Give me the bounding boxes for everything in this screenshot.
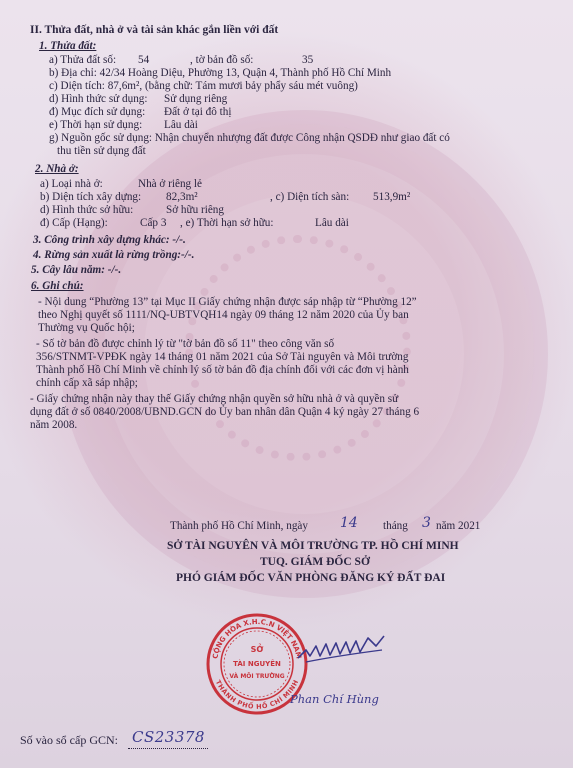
signature-scribble-icon xyxy=(296,628,386,668)
issuing-organization: SỞ TÀI NGUYÊN VÀ MÔI TRƯỜNG TP. HỒ CHÍ MINH xyxy=(167,540,459,552)
perennial-trees: 5. Cây lâu năm: -/-. xyxy=(31,264,122,276)
note-line: năm 2008. xyxy=(30,419,78,431)
production-forest: 4. Rừng sản xuất là rừng trồng:-/-. xyxy=(33,249,195,261)
note-line: dụng đất ở số 0840/2008/UBND.GCN do Ủy ban nhân dân Quận 4 ký ngày 27 tháng 6 xyxy=(30,406,420,418)
land-use-term-value: Lâu dài xyxy=(164,119,198,131)
land-use-form-value: Sử dụng riêng xyxy=(164,93,228,105)
registry-number-label: Số vào sổ cấp GCN: xyxy=(20,733,118,747)
land-address: b) Địa chỉ: 42/34 Hoàng Diệu, Phường 13, Quận 4, Thành phố Hồ Chí Minh xyxy=(49,67,392,79)
authorization-line: TUQ. GIÁM ĐỐC SỞ xyxy=(260,556,370,568)
signing-month-label: tháng xyxy=(383,520,408,532)
house-term-value: Lâu dài xyxy=(315,217,349,229)
signing-day: 14 xyxy=(340,515,358,531)
house-heading: 2. Nhà ở: xyxy=(35,163,79,175)
land-origin-line1: g) Nguồn gốc sử dụng: Nhận chuyển nhượng đất được Công nhận QSDĐ như giao đất có xyxy=(49,132,450,144)
signer-name: Phan Chí Hùng xyxy=(290,692,379,706)
house-floor-area-value: 513,9m² xyxy=(373,191,411,203)
note-line: Thường vụ Quốc hội; xyxy=(38,322,135,334)
land-use-purpose-label: đ) Mục đích sử dụng: xyxy=(49,106,146,118)
section-title: II. Thửa đất, nhà ở và tài sản khác gắn liền với đất xyxy=(30,24,279,36)
note-line: chính cấp xã sáp nhập; xyxy=(36,377,138,389)
note-line: - Nội dung “Phường 13” tại Mục II Giấy chứng nhận được sáp nhập từ “Phường 12” xyxy=(38,296,417,308)
house-grade-value: Cấp 3 xyxy=(140,217,167,229)
signer-title: PHÓ GIÁM ĐỐC VĂN PHÒNG ĐĂNG KÝ ĐẤT ĐAI xyxy=(176,572,446,584)
land-use-purpose-value: Đất ở tại đô thị xyxy=(164,106,232,118)
note-line: - Giấy chứng nhận này thay thế Giấy chứng nhận quyền sở hữu nhà ở và quyền sử xyxy=(30,393,399,405)
house-type-label: a) Loại nhà ở: xyxy=(40,178,103,190)
map-sheet-label: , tờ bản đồ số: xyxy=(190,54,254,66)
land-parcel-label: a) Thửa đất số: xyxy=(49,54,117,66)
land-parcel-number: 54 xyxy=(138,54,150,66)
note-line: 356/STNMT-VPĐK ngày 14 tháng 01 năm 2021 của Sở Tài nguyên và Môi trường xyxy=(36,351,409,363)
notes-heading: 6. Ghi chú: xyxy=(31,280,84,292)
signing-year: 2021 xyxy=(458,520,481,532)
signing-month: 3 xyxy=(422,515,431,531)
note-line: Thành phố Hồ Chí Minh về chỉnh lý số tờ bản đồ địa chính đối với các đơn vị hành xyxy=(36,364,409,376)
other-construction: 3. Công trình xây dựng khác: -/-. xyxy=(33,234,186,246)
stamp-mid-3: VÀ MÔI TRƯỜNG xyxy=(229,673,285,680)
house-floor-area-label: , c) Diện tích sàn: xyxy=(270,191,350,203)
stamp-top-text: CỘNG HÒA X.H.C.N VIỆT NAM xyxy=(211,617,303,660)
land-use-term-label: e) Thời hạn sử dụng: xyxy=(49,119,143,131)
house-building-area-label: b) Diện tích xây dựng: xyxy=(40,191,142,203)
note-line: - Số tờ bản đồ được chỉnh lý từ "tờ bản đồ số 11" theo công văn số xyxy=(36,338,335,350)
note-line: theo Nghị quyết số 1111/NQ-UBTVQH14 ngày 09 tháng 12 năm 2020 của Ủy ban xyxy=(38,309,409,321)
stamp-mid-2: TÀI NGUYÊN xyxy=(233,660,281,668)
house-grade-label: đ) Cấp (Hạng): xyxy=(40,217,108,229)
house-ownership-label: d) Hình thức sở hữu: xyxy=(40,204,134,216)
house-ownership-value: Sở hữu riêng xyxy=(166,204,224,216)
land-area: c) Diện tích: 87,6m², (bằng chữ: Tám mươi bảy phẩy sáu mét vuông) xyxy=(49,80,358,92)
registry-number-value: CS23378 xyxy=(132,728,205,746)
land-use-form-label: d) Hình thức sử dụng: xyxy=(49,93,148,105)
stamp-bottom-text: THÀNH PHỐ HỒ CHÍ MINH xyxy=(213,678,301,711)
signing-date-prefix: Thành phố Hồ Chí Minh, ngày xyxy=(170,520,308,532)
house-term-label: , e) Thời hạn sở hữu: xyxy=(180,217,274,229)
house-building-area-value: 82,3m² xyxy=(166,191,198,203)
stamp-mid-1: SỞ xyxy=(250,645,264,654)
signing-year-label: năm xyxy=(436,520,456,532)
registry-number-dotted-line xyxy=(128,748,208,749)
land-origin-line2: thu tiền sử dụng đất xyxy=(57,145,146,157)
handwritten-signature xyxy=(296,628,386,668)
land-heading: 1. Thửa đất: xyxy=(39,40,97,52)
map-sheet-number: 35 xyxy=(302,54,314,66)
house-type-value: Nhà ở riêng lẻ xyxy=(138,178,203,190)
